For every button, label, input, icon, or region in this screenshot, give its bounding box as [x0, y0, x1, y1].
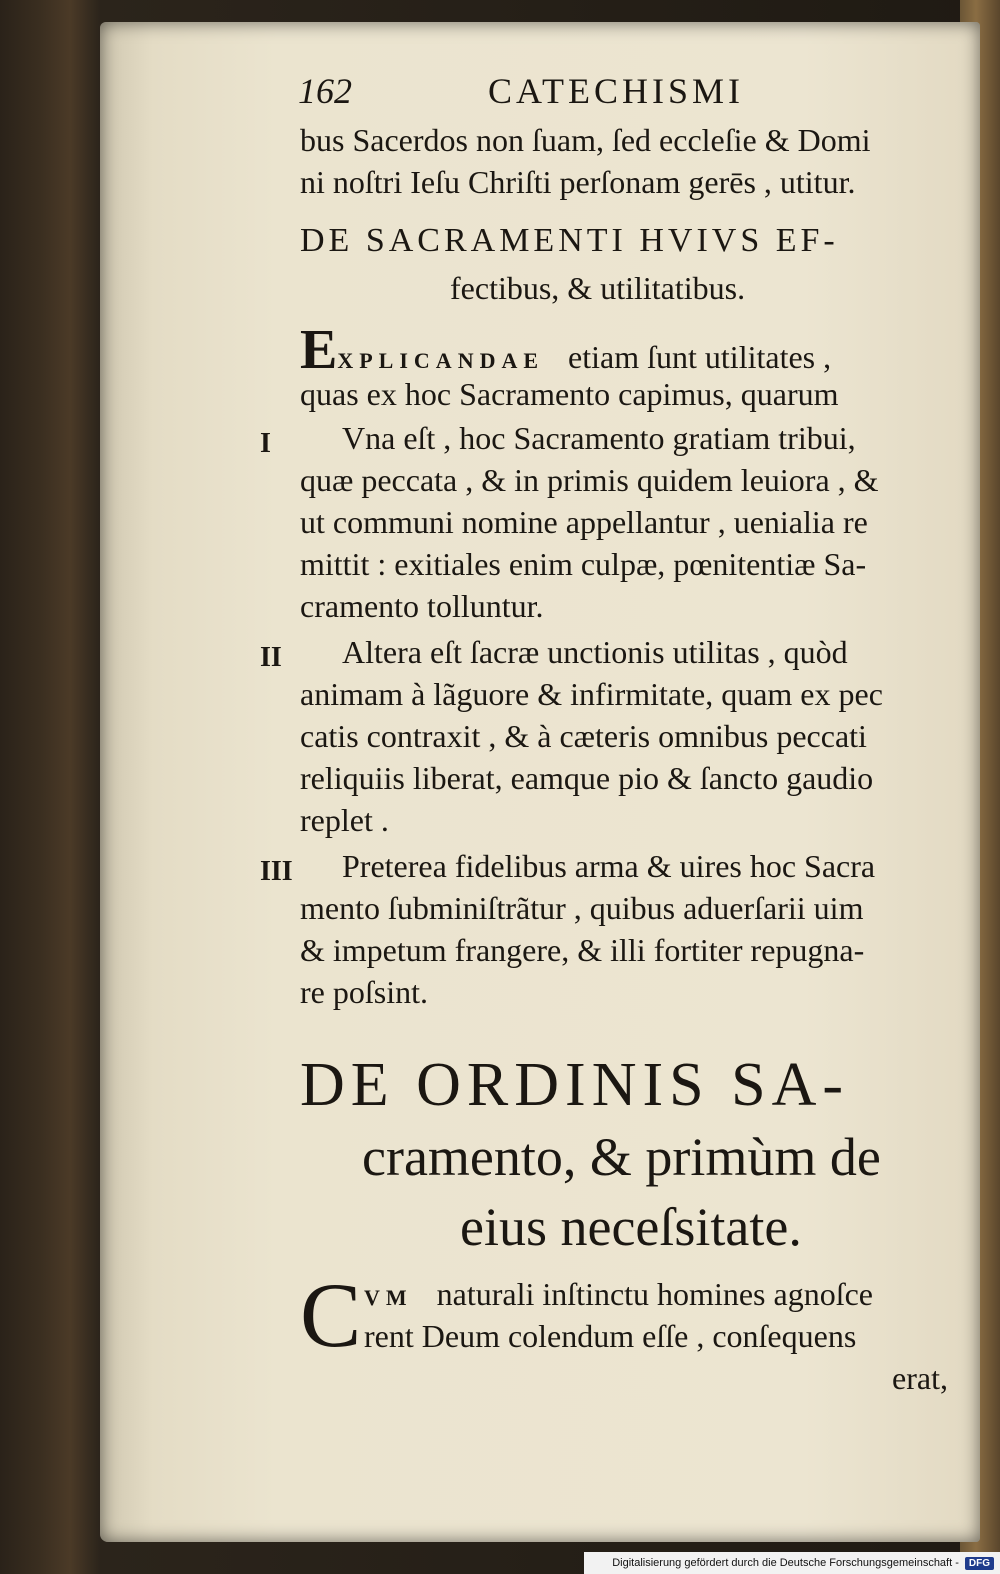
text-line: catis contraxit , & à cæteris omnibus peccati: [300, 718, 867, 754]
text-line: cramento tolluntur.: [300, 588, 544, 624]
credit-text: Digitalisierung gefördert durch die Deutsche Forschungsgemeinschaft -: [612, 1557, 959, 1569]
paragraph-first-line: [364, 1274, 873, 1318]
margin-number: III: [260, 856, 293, 887]
line-text: naturali inſtinctu homines agnoſce: [436, 1276, 873, 1312]
drop-capital: E: [300, 319, 338, 381]
text-line: Vna eſt , hoc Sacramento gratiam tribui,: [342, 420, 856, 456]
page-number: 162: [298, 71, 352, 111]
text-line: ni noſtri Ieſu Chriſti perſonam gerēs , utitur.: [300, 164, 856, 200]
text-line: quæ peccata , & in primis quidem leuiora , &: [300, 462, 879, 498]
digitization-credit-bar: [584, 1552, 1000, 1574]
text-line: reliquiis liberat, eamque pio & ſancto gaudio: [300, 760, 874, 796]
text-line: Altera eſt ſacræ unctionis utilitas , quòd: [342, 634, 848, 670]
section-heading-line: cramento, & primùm de: [362, 1127, 881, 1187]
smallcaps-word: VM: [364, 1285, 413, 1310]
section-heading-line: eius neceſsitate.: [460, 1197, 802, 1257]
margin-number: I: [260, 428, 271, 459]
text-line: Preterea fidelibus arma & uires hoc Sacra: [342, 848, 876, 884]
text-line: quas ex hoc Sacramento capimus, quarum: [300, 376, 839, 412]
section-heading-line: DE ORDINIS SA-: [300, 1051, 849, 1119]
drop-capital: C: [300, 1264, 362, 1366]
section-heading-line: fectibus, & utilitatibus.: [450, 270, 746, 306]
text-line: bus Sacerdos non ſuam, ſed eccleſie & Domi: [300, 122, 871, 158]
dfg-logo: DFG: [965, 1557, 994, 1570]
text-line: & impetum frangere, & illi fortiter repugna-: [300, 932, 865, 968]
text-line: rent Deum colendum eſſe , conſequens: [364, 1318, 857, 1354]
running-title: CATECHISMI: [488, 71, 745, 111]
text-line: ut communi nomine appellantur , uenialia re: [300, 504, 868, 540]
margin-number: II: [260, 642, 282, 673]
text-line: mittit : exitiales enim culpæ, pœnitentiæ Sa-: [300, 546, 867, 582]
smallcaps-word: XPLICANDAE: [337, 348, 545, 373]
line-text: etiam ſunt utilitates ,: [568, 339, 832, 375]
section-heading-line: DE SACRAMENTI HVIVS EF-: [300, 222, 839, 259]
text-line: animam à lãguore & infirmitate, quam ex pec: [300, 676, 883, 712]
text-line: replet .: [300, 802, 389, 838]
running-head: [298, 70, 808, 120]
text-line: mento ſubminiſtrãtur , quibus aduerſarii uim: [300, 890, 864, 926]
catchword: erat,: [892, 1360, 948, 1396]
text-line: re poſsint.: [300, 974, 428, 1010]
